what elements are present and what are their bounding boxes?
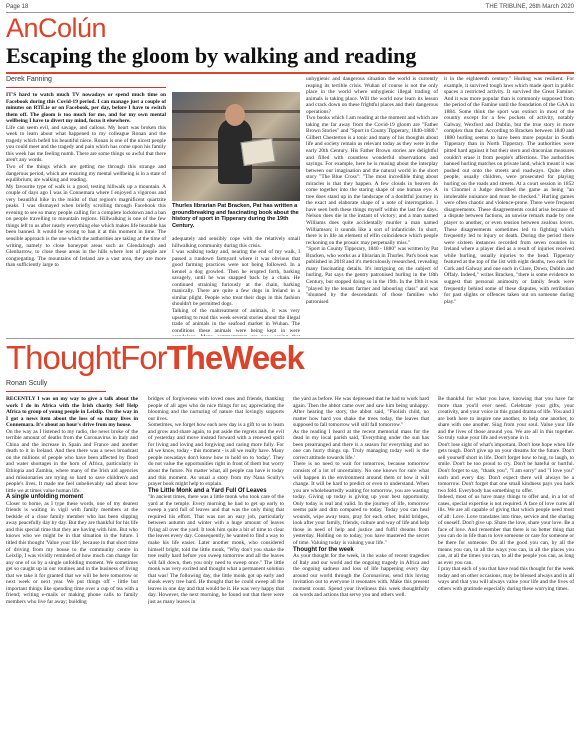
photo-caption: Thurles librarian Pat Bracken, Pat has written a groundbreaking and fascinating book about the history of sport in Tipperary during the 19th Century. xyxy=(172,203,299,229)
photo-person-head xyxy=(225,104,245,126)
paragraph: it in the eighteenth century." Hurling was resilient. For example, it survived tough laws which made sport in public spaces a restricted activity. It survived the Great Famine. And it was more popular than is commonly supposed from the period of the Famine until the foundation of the GAA in 1884. Some think the sport was extinct in most of the country except for a few pockets of activity, notably Galway, Wexford and Dublin, but the true story is more complex than that. According to Bracken between 1840 and 1880 hurling seems to have been more popular in South Tipperary than in North Tipperary. The authorities were pitted hard against it but their stern and draconian measures couldn't erase it from people's affections. The authorities banned hurling matches on private land, which meant it was pushed out onto the streets and roadways. Quite often people, usually children, were prosecuted for playing hurling on the roads and streets. At a court session in 1852 in Clonmel a Judge described the game as being "an intolerable nuisance and must be checked." Hurling games were often chaotic and violence-prone. There were frequent disagreements. These disagreements could arise because of a dispute between factions, an unwise remark made by one player to another, or even tension between zealous lovers. These disagreements sometimes led to fighting which frequently led to injury or death. During the period there were sixteen instances recorded from seven counties in Ireland where a player died as a result of injuries received while hurling, usually injuries to the head. Tipperary featured at the top of the list with eight deaths, two each for Cork and Galway and one each in Clare, Down, Dublin and Offaly. Indeed," writes Bracken, "there is some evidence to suggest that personal animosity or family feuds were frequently behind some of these disputes, with retribution for past slights or offences taken out on someone during play." xyxy=(444,76,574,305)
article2-column-3 xyxy=(293,396,429,730)
page-header xyxy=(6,3,574,12)
paragraph: IT'S hard to watch much TV nowadays or spend much time on Facebook during this Covid-19 period. I can manage just a couple of minutes on RTÉ.ie or on Facebook, per day, before I have to switch them off. The gloom is too much for me, and for my own mental wellbeing I have to divert my mind, focus it elsewhere. xyxy=(6,92,166,125)
paragraph: "Sport in County Tipperary, 1840 - 1880" was written by Pat Bracken, who works as a librarian in Thurles. Pat's book was published in 2018 and it's meticulously researched, revealing many fascinating details. It's intriguing on the subject of hurling. Pat says the gentry patronised hurling in the 18th Century, but stopped doing so in the 19th. In the 19th it was "played by the tenant farmer and labouring class" and was "shunned by the descendants of those families who patronised xyxy=(306,246,438,305)
paragraph: As the reading I heard at the recent memorial mass for the dead in my local parish said, 'Everything under the sun has been prearranged and there is a season for everything and no one can hurry things up. Truly managing today well is the correct attitude towards life.' xyxy=(293,428,429,461)
article2-byline: Ronan Scully xyxy=(6,380,48,387)
paragraph: My favourite type of walk is a good, testing hillwalk up a mountain. A couple of days ago I was in Connemara where I enjoyed a vigorous and very beautiful hike in the midst of that region's magnificent quartzite peaks. I was dismayed when briefly scrolling through Facebook this evening to see so many people calling for a complete lockdown and a ban on people travelling to mountain regions. Hillwalking is one of the few things left to us after nearly everything else which makes life bearable has been banned. It would be wrong to ban it at this moment in time. The sensible approach is the one which the authorities are taking at the time of writing, namely to close honeypot areas such as Glendalough and Glenbarrow, to close these areas in the hills where lots of people are congregating. The mountains of Ireland are a vast area, they are more than sufficiently large to xyxy=(6,183,166,269)
photo-book xyxy=(240,138,275,166)
article-byline: Derek Fanning xyxy=(6,76,52,83)
article1-column-4 xyxy=(444,76,574,336)
article-headline: Escaping the gloom by walking and reading xyxy=(6,43,417,68)
section-masthead-thought-for-the-week xyxy=(6,340,304,376)
subheading: The Little Monk and a Yard Full Of Leaves xyxy=(148,487,267,494)
article-photo xyxy=(172,92,300,201)
paragraph: unhygienic and dangerous situation the world is currently reaping its terrible crisis. Wuhan of course is not the only place in the world where unhygienic illegal trading of animals is taking place. Will the world now learn its lesson and crack down on these frightful places and their dangerous operations? xyxy=(306,76,438,115)
paragraph: I pray that each of you that have read this thought for the week today and on other occasions, may be blessed always and in all ways and that you will always value your life and the lives of others with gratitude especially during these worrying times. xyxy=(438,566,574,592)
article1-column-3 xyxy=(306,76,438,336)
paragraph: "In ancient times, there was a little monk who took care of the yard at the temple. Every morning he had to get up early to sweep a yard full of leaves and that was the only thing that required his effort. That was not an easy job, particularly between autumn and winter with a huge amount of leaves flying all over the yard. It took him quite a bit of time to clear the leaves every day. Consequently, he wanted to find a way to make his life easier. Later another monk, who considered himself bright, told the little monk, "Why don't you shake the tree really hard before you sweep tomorrow and all the leaves will fall down, then you only need to sweep once." The little monk was very excited and thought what a permanent solution that was! The following day, the little monk got up early and shook every tree hard. He thought that he could sweep all the leaves in one day and that would be it. He was very happy that day. However, the next morning, he found out that there were just as many leaves in xyxy=(148,494,284,605)
masthead-part2: Colún xyxy=(38,13,107,43)
article1-column-1 xyxy=(6,92,166,336)
paragraph: As your thought for the week, in the wake of recent tragedies of Italy and our world and the ongoing tragedy in Africa and the ongoing sadness and loss of life happening every day around our world through the Coronavirus, send this loving invitation out to everyone it resonates with. Make this present moment count. Spend your liveliness this week thoughtfully on words and actions that serve you and others well. xyxy=(293,553,429,599)
headline-rule xyxy=(6,72,574,74)
subheading: A single unfolding moment xyxy=(6,494,84,501)
paragraph: Sometimes, we forget how each new day is a gift to us to learn and grow and share again, to put aside the regrets and the evil of yesterday and move instead forward with a renewed spirit for living and loving and forgiving and caring more fully. For all we know, today - this moment - is all we really have. Many people nowadays don't know how to hold on to 'today'. They do not value the opportunities right in front of them but worry about the future. No matter what, all people can have is today and this moment. As usual a story from my Nana Scully's prayer book might help to explain. xyxy=(148,422,284,488)
article2-column-4 xyxy=(438,396,574,730)
paragraph: Two of the things which are getting me through this strange and dangerous period, which are ensuring my mental wellbeing is in a state of equilibrium, are walking and reading. xyxy=(6,164,166,184)
article2-byline-rule xyxy=(6,391,106,392)
paragraph: Don't lose sight of what's important. Don't lose hope when life gets tough. Don't give up on your dreams for the future. Don't sell yourself short in life. Don't forget how to hug, to laugh, to smile. Don't be too proud to cry. Don't be hateful or hurtful. Don't forget to say, "thank you", "I am sorry" and "I love you" each and every day. Don't expect there will always be a tomorrow. Don't forget that one small kindness pays you back two fold. Everybody has something to offer. xyxy=(438,441,574,494)
masthead2-part2: TheWeek xyxy=(166,339,304,376)
paragraph: Be thankful for what you have, knowing that you have far more than you'll ever need. Celebrate your gifts, your creativity, and your voice in this grand drama of life. You and I are both here to inspire one another, to help one another, to share with one another. Sing from your soul. Value your life and the lives of those around you. We are all in this together. So truly value your life and everyone in it. xyxy=(438,396,574,442)
paragraph: Indeed, most of us have many things to offer and, in a lot of cases, special expertise is not required. A face of love cures all ills. We are all capable of giving that which people need most of all: Love. Love translates into time, service and the sharing of oneself. Don't give up. Share the love, share your love. Be a face of love. And remember that there is no better thing that you can do in life than to love someone or care for someone or be there for someone. Do all the good you can, by all the means you can, in all the ways you can, in all the places you can, at all the times you can, to all the people you can, as long as ever you can. xyxy=(438,494,574,566)
paragraph: Life can seem evil, and savage, and callous. My heart was broken this week to learn about what happened to my colleague Ronan and the tragedy which befell his beautiful niece. Ronan is one of the nicest people you could meet and the tragedy and pain which has come upon his family this week has me feeling numb. There are some things so awful that there aren't any words. xyxy=(6,124,166,164)
paragraph: RECENTLY I was on my way to give a talk about the work I do in Africa with the Irish charity Self Help Africa to group of young people in Leixlip. On the way in I got a news item about the loss of so many lives in Connemara. It's about an hour's drive from my house. xyxy=(6,396,138,429)
section-masthead-ancolun xyxy=(6,14,106,42)
paragraph: bridges of forgiveness with loved ones and friends, thanking people of all ages who do nice things for us; appreciating the blooming and the nurturing of nature that lovingly supports our lives. xyxy=(148,396,284,422)
paragraph: I was walking today and, nearing the end of my walk, I passed a rundown farmyard where it was obvious that good farming practices were not being followed. In a kennel a dog growled. Then he erupted forth, barking savagely, until he was snapped back by a chain. He continued straining furiously at the chain, barking manically. There are quite a few dogs in Ireland in a similar plight. People who treat their dogs in this fashion shouldn't be permitted dogs. xyxy=(172,249,300,308)
article2-column-1 xyxy=(6,396,138,730)
page-number: Page 18 xyxy=(6,4,29,10)
paragraph: the yard as before. He was depressed that he had to work hard again. Then the abbot came over and saw him being unhappy. After hearing the story, the abbot said, "Foolish child, no matter how hard you shake the trees today, the leaves that supposed to fall tomorrow will still fall tomorrow." xyxy=(293,396,429,429)
publication-date: THE TRIBUNE, 26th March 2020 xyxy=(485,4,574,10)
masthead-part1: An xyxy=(6,13,39,43)
byline-rule xyxy=(6,87,166,88)
paragraph: adequately and sensibly cope with the relatively small hillwalking community during this crisis. xyxy=(172,236,300,249)
paragraph: On the way as I listened to my radio, the news broke of the terrible amount of deaths from the Coronavirus in Italy and China and the increase in Spain and France and another death to it in Ireland. And then there was a news broadcast on the millions of people who have been affected by flood and water shortages in the horn of Africa, particularly in Ethiopia and Zambia, where many of the Irish aid agencies and missionaries are trying so hard to save children's and people's lives. It made me feel unbelievably sad about how little we at times value human life. xyxy=(6,428,138,494)
paragraph: Talking of the maltreatment of animals, it was very upsetting to read this week several stories about the illegal trade of animals in the seafood market in Wuhan. The conditions these animals were being kept in were xyxy=(172,308,300,334)
article1-column-2 xyxy=(172,236,300,336)
paragraph: Two books which I am reading at the moment and which are taking me far away from the Covid-19 gloom are "Father Brown Stories" and "Sport in County Tipperary, 1840-1880." Gilbert Chesterton is a tonic and many of his thoughts about life and society remain as relevant today as they were in the early 20th Century. His Father Brown stories are delightful and filled with countless wonderful observations and sayings. For example, here he is musing about the interplay between our imagination and the natural world in the short story "The Blue Cross": "The most incredible thing about miracles is that they happen. A few clouds in heaven do come together into the staring shape of one human eye. A tree does stand up in the landscape of a doubtful journey in the exact and elaborate shape of a note of interrogation. I have seen both these things myself within the last few days. Nelson does die in the instant of victory; and a man named Williams does quite accidentally murder a man named Williamson; it sounds like a sort of infanticide. In short, there is in life an element of elfin coincidence which people reckoning on the prosaic may perpetually miss." xyxy=(306,115,438,246)
masthead2-part1: ThoughtFor xyxy=(6,339,167,376)
paragraph: There is no need to wait for tomorrow, because tomorrow consists of a lot of uncertainty. No one knows for sure what will happen in the environment around them or how it will change. It will be hard to predict or even to understand. When you are wholeheartedly waiting for tomorrow, you are wasting today. Giving up today is giving up your best opportunity. Only today is real and valid. In the journey of life, tomorrow seems pale and dim compared to today. Today you can heal wounds, wipe away tears, pray for each other, build bridges, look after your family, friends, culture and way of life and help those in need of help and justice and fulfil dreams from yesterday. Holding on to today, you have mastered the secret of time. Valuing today is valuing your life." xyxy=(293,461,429,547)
subheading: Thought for the week xyxy=(293,546,354,553)
article2-column-2 xyxy=(148,396,284,730)
paragraph: Closer to home, as I type these words, one of my dearest friends is waiting in vigil with family members at the bedside of a close family member who has been slipping away peacefully day by day. But they are thankful for his life and this special time that they are having with him. But who knows who we might be in that situation in the future. I titled this thought 'Value your life', because in that short time of driving from my house to the community centre in Leixlip, I was vividly reminded of how much can change for any one of us by a single unfolding moment. We sometimes get so caught up in our routines and in the business of living that we take it for granted that we will be here tomorrow or next week or next year. We put things off - little but important things like spending time over a cup of tea with a friend; writing e-mails or making phone calls to family members who live far away; building xyxy=(6,500,138,605)
